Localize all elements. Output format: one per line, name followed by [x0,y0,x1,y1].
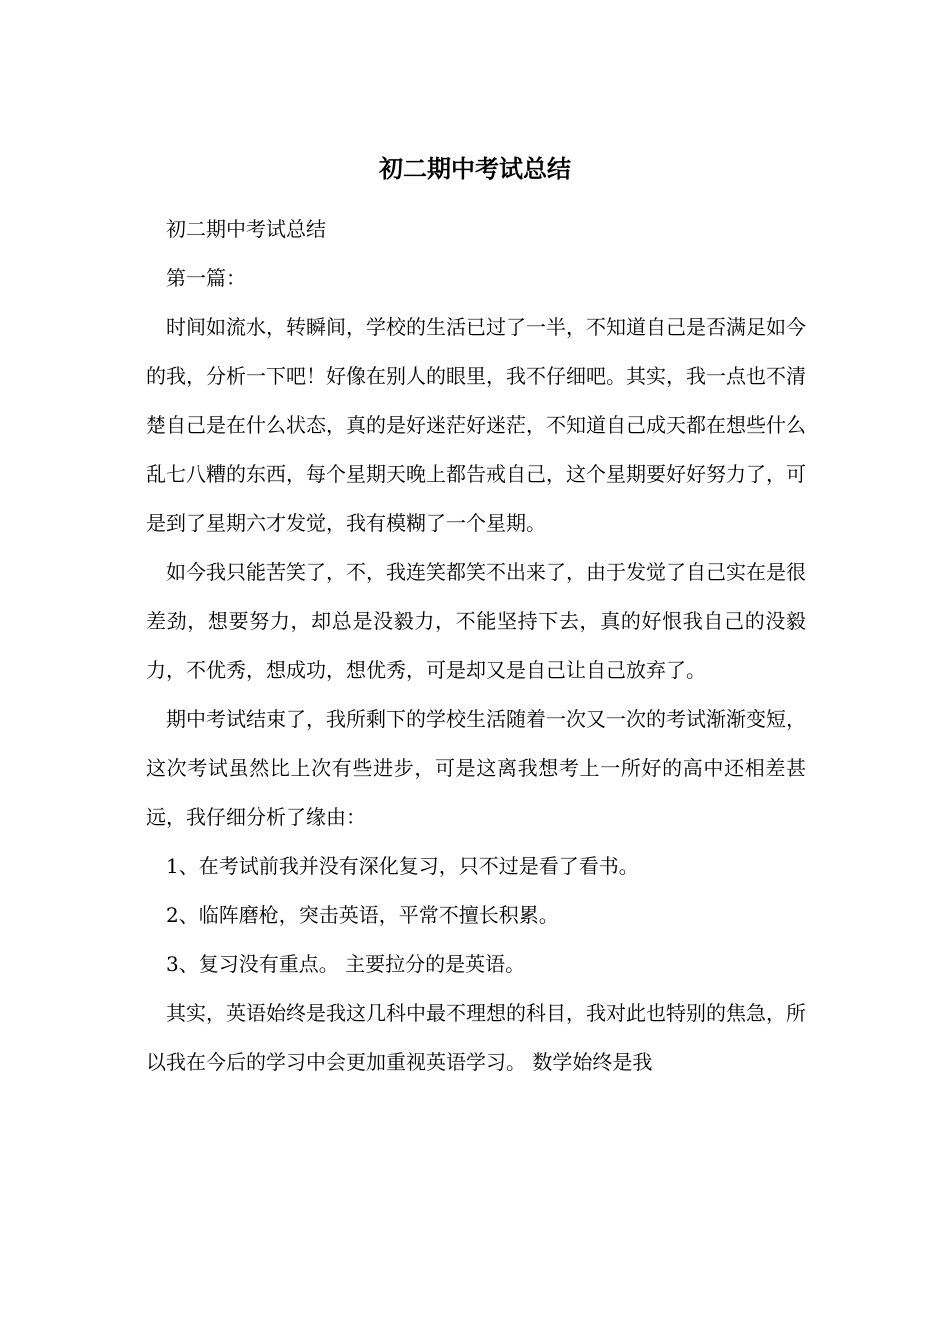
list-item-2: 2、临阵磨枪，突击英语，平常不擅长积累。 [166,903,559,927]
paragraph-1: 时间如流水，转瞬间，学校的生活已过了一半，不知道自己是否满足如今的我，分析一下吧！好像在别人的眼里，我不仔细吧。其实，我一点也不清楚自己是在什么状态，真的是好迷茫好迷茫，不知道自己成天都在想些什么乱七八糟的东西，每个星期天晚上都告戒自己，这个星期要好好努力了，可是到了星期六才发觉，我有模糊了一个星期。 [146,315,806,535]
document-body [146,205,806,1087]
paragraph-4: 其实，英语始终是我这几科中最不理想的科目，我对此也特别的焦急，所以我在今后的学习中会更加重视英语学习。 数学始终是我 [146,1001,806,1074]
document-title: 初二期中考试总结 [379,154,571,183]
list-item-1: 1、在考试前我并没有深化复习，只不过是看了看书。 [166,854,639,878]
paragraph-3: 期中考试结束了，我所剩下的学校生活随着一次又一次的考试渐渐变短，这次考试虽然比上次有些进步，可是这离我想考上一所好的高中还相差甚远，我仔细分析了缘由： [146,707,806,829]
paragraph-subtitle: 初二期中考试总结 [166,217,326,241]
paragraph-section-label: 第一篇： [166,266,246,290]
paragraph-2: 如今我只能苦笑了，不，我连笑都笑不出来了，由于发觉了自己实在是很差劲，想要努力，却总是没毅力，不能坚持下去，真的好恨我自己的没毅力，不优秀，想成功，想优秀，可是却又是自己让自己放弃了。 [146,560,806,682]
list-item-3: 3、复习没有重点。 主要拉分的是英语。 [166,952,526,976]
